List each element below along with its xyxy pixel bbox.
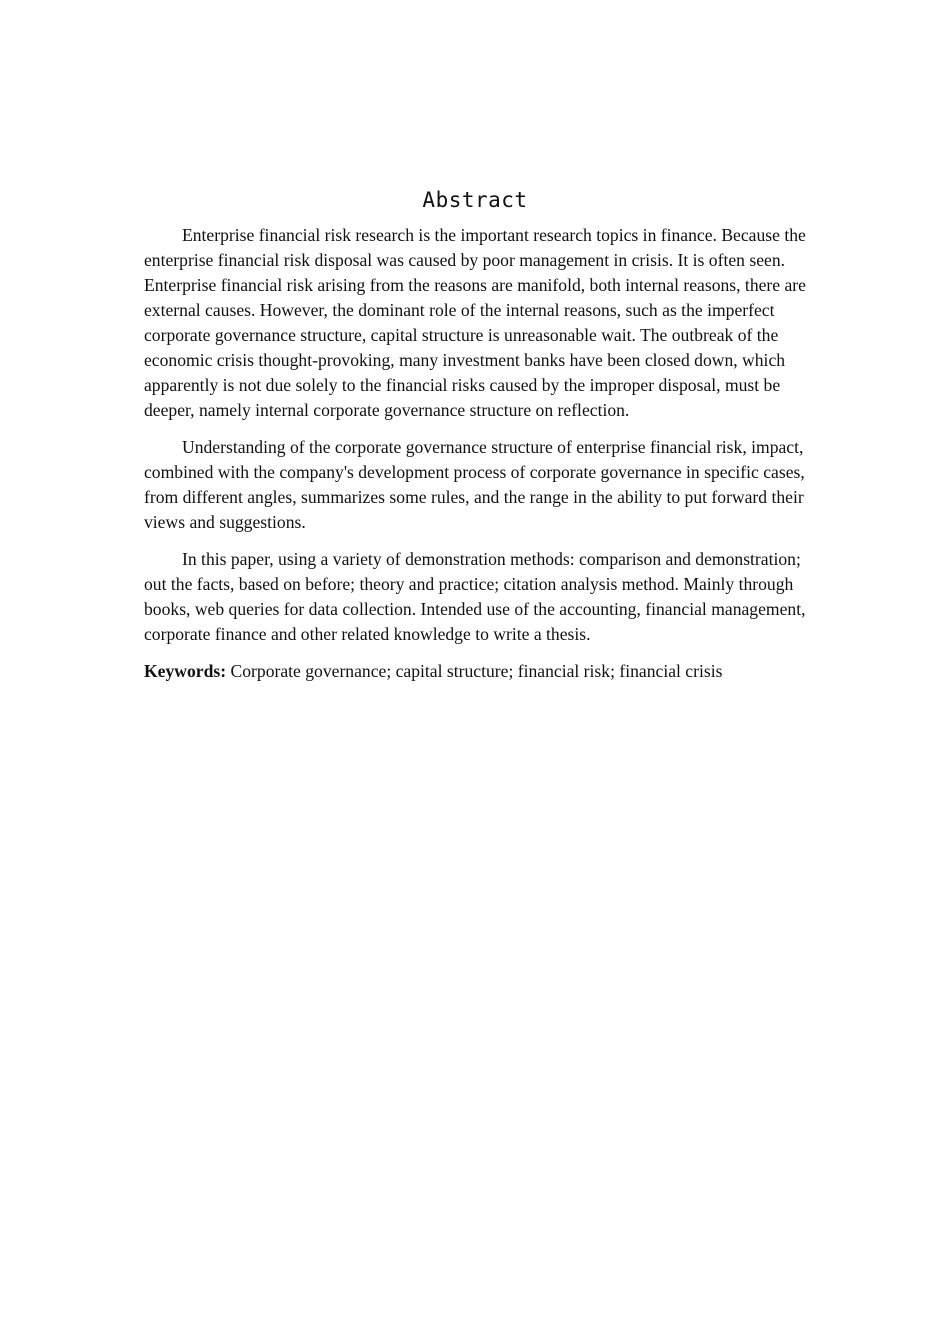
abstract-paragraph-3: In this paper, using a variety of demonstration methods: comparison and demonstration; out the facts, based on before; theory and practice; citation analysis method. Mainly through books, web queries for data collection. Intended use of the accounting, financial management, corporate finance and other related knowledge to write a thesis. [144,549,806,644]
abstract-paragraph-2: Understanding of the corporate governance structure of enterprise financial risk, impact, combined with the company's development process of corporate governance in specific cases, from different angles, summarizes some rules, and the range in the ability to put forward their views and suggestions. [144,437,805,532]
abstract-title: Abstract [422,188,528,212]
keywords-line [144,659,806,684]
keywords-text: Corporate governance; capital structure; financial risk; financial crisis [230,661,723,681]
abstract-section [144,185,806,684]
keywords-label: Keywords: [144,661,227,681]
abstract-paragraph-1: Enterprise financial risk research is the important research topics in finance. Because the enterprise financial risk disposal was caused by poor management in crisis. It is often seen. Enterprise financial risk arising from the reasons are manifold, both internal reasons, there are external causes. However, the dominant role of the internal reasons, such as the imperfect corporate governance structure, capital structure is unreasonable wait. The outbreak of the economic crisis thought-provoking, many investment banks have been closed down, which apparently is not due solely to the financial risks caused by the improper disposal, must be deeper, namely internal corporate governance structure on reflection. [144,225,806,420]
